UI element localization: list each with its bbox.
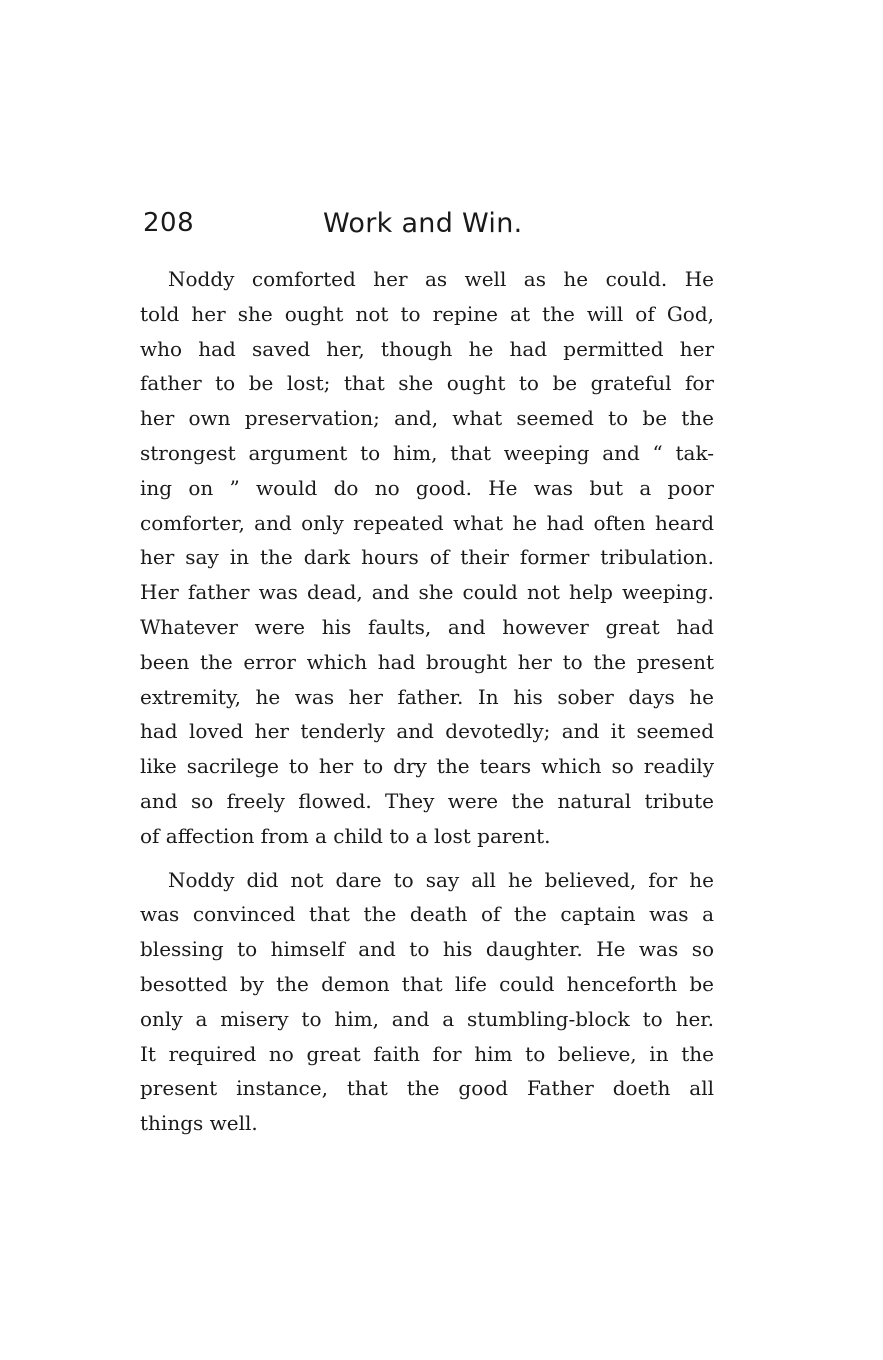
paragraph-2 bbox=[140, 863, 714, 1141]
text-line: of affection from a child to a lost parent. bbox=[140, 823, 551, 848]
text-line: It required no great faith for him to believe, in the bbox=[140, 1041, 714, 1066]
text-line: Her father was dead, and she could not help weeping. bbox=[140, 580, 714, 605]
text-line: things well. bbox=[140, 1111, 258, 1136]
body-text bbox=[140, 262, 714, 1141]
text-line: who had saved her, though he had permitted her bbox=[140, 336, 714, 361]
text-line: like sacrilege to her to dry the tears which so readily bbox=[140, 754, 714, 779]
text-line: Noddy comforted her as well as he could. He bbox=[168, 267, 714, 291]
text-line: her own preservation; and, what seemed to be the bbox=[140, 406, 714, 431]
text-line: present instance, that the good Father doeth all bbox=[140, 1076, 714, 1101]
text-line: blessing to himself and to his daughter. He was so bbox=[140, 937, 714, 962]
text-line: and so freely flowed. They were the natural tribute bbox=[140, 788, 714, 813]
text-line: father to be lost; that she ought to be grateful for bbox=[140, 371, 714, 396]
text-line: ing on ” would do no good. He was but a poor bbox=[140, 475, 714, 500]
text-line: Whatever were his faults, and however great had bbox=[140, 614, 714, 639]
text-line: Noddy did not dare to say all he believed, for he bbox=[168, 867, 714, 892]
text-line: comforter, and only repeated what he had often heard bbox=[140, 510, 714, 535]
text-line: been the error which had brought her to the present bbox=[140, 649, 714, 674]
text-line: her say in the dark hours of their former tribulation. bbox=[140, 545, 714, 570]
text-line: had loved her tenderly and devotedly; and it seemed bbox=[140, 719, 714, 744]
text-line: extremity, he was her father. In his sober days he bbox=[140, 684, 714, 709]
text-line: only a misery to him, and a stumbling-block to her. bbox=[140, 1006, 714, 1031]
text-line: strongest argument to him, that weeping and “ tak- bbox=[140, 440, 714, 465]
text-line: was convinced that the death of the captain was a bbox=[140, 902, 714, 927]
text-line: besotted by the demon that life could henceforth be bbox=[140, 971, 714, 996]
paragraph-1 bbox=[140, 262, 714, 854]
page-header bbox=[143, 208, 713, 252]
running-title: Work and Win. bbox=[323, 208, 523, 239]
page-number: 208 bbox=[143, 208, 195, 238]
text-line: told her she ought not to repine at the will of God, bbox=[140, 301, 714, 326]
